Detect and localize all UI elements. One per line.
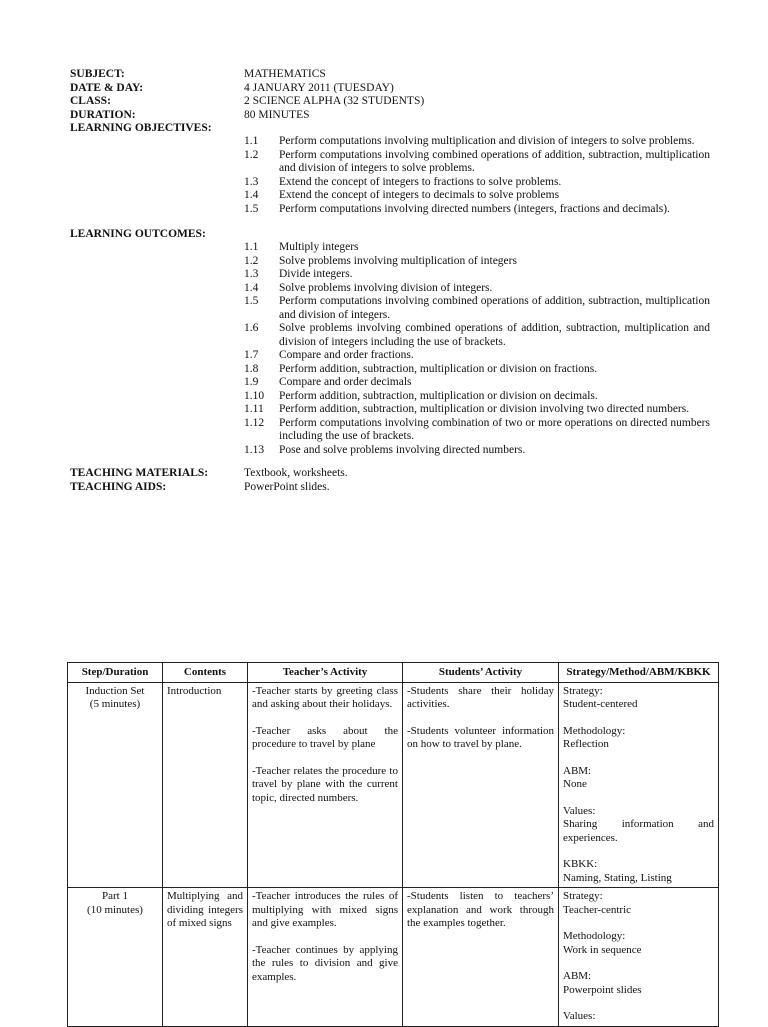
strategy-label: Methodology:: [563, 724, 626, 737]
objective-item-number: 1.5: [244, 202, 259, 215]
strategy-label: ABM:: [563, 970, 592, 982]
outcome-item: [244, 322, 710, 349]
objective-item: [244, 189, 710, 203]
step-duration-cell: [68, 888, 163, 1027]
outcome-item-number: 1.10: [244, 389, 265, 402]
step-name: Induction Set: [85, 684, 145, 697]
step-duration-cell: [68, 682, 163, 888]
objective-item-text: Perform computations involving combined operations of addition, subtraction, multiplication and division of integers to solve problems.: [279, 148, 710, 174]
teacher-activity-item: -Teacher continues by applying the rules to division and give examples.: [252, 943, 398, 983]
student-activity-cell: [403, 888, 559, 1027]
date-value: 4 JANUARY 2011 (TUESDAY): [244, 81, 394, 94]
outcome-item-text: Compare and order fractions.: [279, 349, 414, 361]
outcome-item-number: 1.7: [244, 349, 259, 361]
teacher-activity-item: -Teacher starts by greeting class and asking about their holidays.: [252, 684, 398, 710]
objective-item-number: 1.2: [244, 148, 259, 161]
materials-value: Textbook, worksheets.: [244, 467, 348, 479]
outcome-item-number: 1.5: [244, 295, 259, 307]
teacher-activity-item: -Teacher asks about the procedure to travel by plane: [252, 724, 398, 750]
outcome-item-number: 1.8: [244, 362, 259, 375]
objective-item: [244, 135, 710, 149]
outcome-item-text: Perform computations involving combined operations of addition, subtraction, multiplication and division of integers.: [279, 295, 710, 321]
student-activity-item: -Students listen to teachers’ explanation and work through the examples together.: [407, 890, 554, 929]
outcome-item: [244, 403, 710, 417]
outcome-item-number: 1.2: [244, 254, 259, 267]
outcome-item: [244, 444, 710, 458]
student-activity-item: -Students volunteer information on how to travel by plane.: [407, 724, 554, 750]
strategy-label: Methodology:: [563, 930, 626, 942]
strategy-label: Strategy:: [563, 890, 603, 902]
table-row: [68, 682, 719, 888]
student-activity-cell: [403, 682, 559, 888]
subject-label: SUBJECT:: [70, 68, 125, 80]
strategy-value: Work in sequence: [563, 943, 642, 956]
contents-cell: Introduction: [163, 682, 248, 888]
materials-label: TEACHING MATERIALS:: [70, 467, 209, 479]
strategy-block: [563, 858, 714, 885]
outcomes-label: LEARNING OUTCOMES:: [70, 228, 206, 240]
strategy-label: KBKK:: [563, 858, 598, 870]
strategy-value: Sharing information and experiences.: [563, 818, 714, 844]
subject-value: MATHEMATICS: [244, 68, 326, 80]
strategy-block: [563, 930, 714, 957]
strategy-block: [563, 890, 714, 917]
strategy-block: [563, 1010, 714, 1024]
class-value: 2 SCIENCE ALPHA (32 STUDENTS): [244, 95, 425, 107]
step-duration: (10 minutes): [87, 903, 143, 916]
aids-row: [70, 481, 710, 495]
objectives-row: [70, 122, 710, 216]
outcome-item: [244, 241, 710, 255]
duration-row: [70, 109, 710, 123]
step-name: Part 1: [102, 890, 128, 902]
outcome-item: [244, 349, 710, 363]
outcome-item: [244, 282, 710, 296]
duration-value: 80 MINUTES: [244, 108, 310, 121]
aids-value: PowerPoint slides.: [244, 480, 330, 493]
outcomes-list: [244, 241, 710, 457]
outcome-item: [244, 268, 710, 282]
outcome-item-number: 1.6: [244, 322, 259, 334]
date-row: [70, 82, 710, 96]
outcomes-row: [70, 228, 710, 457]
objective-item-number: 1.4: [244, 189, 259, 201]
objective-item: [244, 149, 710, 176]
strategy-value: Teacher-centric: [563, 903, 632, 916]
outcome-item-number: 1.11: [244, 403, 264, 415]
outcome-item: [244, 363, 710, 377]
outcome-item-number: 1.1: [244, 241, 259, 253]
strategy-value: Student-centered: [563, 698, 638, 710]
strategy-block: [563, 685, 714, 712]
outcome-item-text: Perform addition, subtraction, multiplication or division involving two directed numbers.: [279, 403, 690, 415]
objective-item-number: 1.3: [244, 175, 259, 188]
header-step-duration: Step/Duration: [68, 663, 163, 683]
objectives-list: [244, 135, 710, 216]
outcome-item: [244, 376, 710, 390]
outcome-item-text: Perform addition, subtraction, multiplication or division on decimals.: [279, 389, 598, 402]
step-duration: (5 minutes): [89, 698, 141, 710]
outcome-item: [244, 295, 710, 322]
objective-item-text: Extend the concept of integers to decimals to solve problems: [279, 189, 560, 201]
subject-row: [70, 68, 710, 82]
header-students-activity: Students’ Activity: [403, 663, 559, 683]
strategy-label: Strategy:: [563, 684, 603, 697]
outcome-item-text: Perform computations involving combination of two or more operations on directed numbers including the use of brackets.: [279, 416, 710, 442]
outcome-item-text: Multiply integers: [279, 241, 359, 253]
outcome-item-text: Compare and order decimals: [279, 376, 412, 388]
strategy-block: [563, 805, 714, 846]
header-strategy: Strategy/Method/ABM/KBKK: [559, 663, 719, 683]
outcome-item-number: 1.13: [244, 443, 265, 456]
outcome-item-text: Divide integers.: [279, 268, 353, 280]
class-row: [70, 95, 710, 109]
outcome-item-text: Solve problems involving multiplication of integers: [279, 254, 517, 267]
objective-item: [244, 176, 710, 190]
strategy-value: Naming, Stating, Listing: [563, 871, 672, 884]
strategy-label: Values:: [563, 1010, 596, 1022]
outcome-item: [244, 417, 710, 444]
lesson-plan-table: [67, 662, 719, 1027]
objective-item: [244, 203, 710, 217]
table-row: [68, 888, 719, 1027]
contents-cell: Multiplying and dividing integers of mixed signs: [163, 888, 248, 1027]
objective-item-text: Perform computations involving multiplication and division of integers to solve problems.: [279, 135, 695, 147]
strategy-value: Powerpoint slides: [563, 983, 642, 996]
outcome-item: [244, 390, 710, 404]
table-header-row: [68, 663, 719, 683]
teacher-activity-item: -Teacher introduces the rules of multiplying with mixed signs and give examples.: [252, 890, 398, 929]
objective-item-text: Extend the concept of integers to fractions to solve problems.: [279, 175, 562, 188]
teacher-activity-item: -Teacher relates the procedure to travel by plane with the current topic, directed numbers.: [252, 764, 398, 804]
header-contents: Contents: [163, 663, 248, 683]
materials-row: [70, 467, 710, 481]
strategy-cell: [559, 888, 719, 1027]
outcome-item-number: 1.12: [244, 416, 265, 429]
lesson-plan-header: [70, 68, 710, 494]
strategy-value: None: [563, 778, 587, 790]
aids-label: TEACHING AIDS:: [70, 480, 167, 493]
strategy-value: Reflection: [563, 738, 609, 750]
student-activity-item: -Students share their holiday activities.: [407, 684, 554, 710]
outcome-item-text: Perform addition, subtraction, multiplication or division on fractions.: [279, 362, 598, 375]
outcome-item-text: Solve problems involving combined operations of addition, subtraction, multiplication and division of integers including the use of brackets.: [279, 322, 710, 348]
outcome-item-number: 1.3: [244, 268, 259, 280]
strategy-block: [563, 725, 714, 752]
teacher-activity-cell: [248, 888, 403, 1027]
duration-label: DURATION:: [70, 108, 136, 121]
header-teachers-activity: Teacher’s Activity: [248, 663, 403, 683]
outcome-item-text: Pose and solve problems involving directed numbers.: [279, 443, 526, 456]
strategy-label: ABM:: [563, 764, 592, 777]
outcome-item-number: 1.9: [244, 376, 259, 388]
outcome-item-text: Solve problems involving division of integers.: [279, 281, 493, 294]
outcome-item: [244, 255, 710, 269]
objective-item-text: Perform computations involving directed numbers (integers, fractions and decimals).: [279, 202, 670, 215]
strategy-cell: [559, 682, 719, 888]
date-label: DATE & DAY:: [70, 81, 144, 94]
strategy-block: [563, 970, 714, 997]
class-label: CLASS:: [70, 95, 111, 107]
objectives-label: LEARNING OBJECTIVES:: [70, 122, 212, 134]
teacher-activity-cell: [248, 682, 403, 888]
objective-item-number: 1.1: [244, 135, 259, 147]
strategy-block: [563, 765, 714, 792]
strategy-label: Values:: [563, 804, 596, 817]
outcome-item-number: 1.4: [244, 281, 259, 294]
